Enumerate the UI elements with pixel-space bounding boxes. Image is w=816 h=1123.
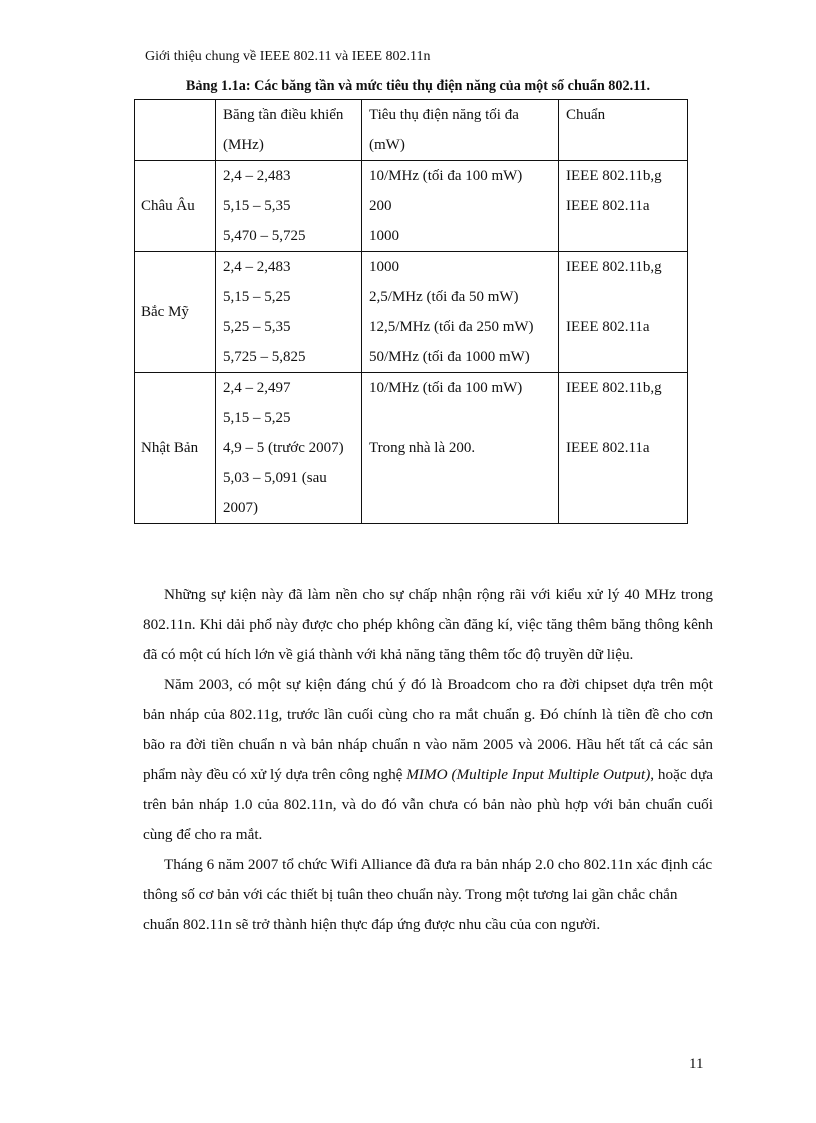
header-text: Chuẩn: [566, 107, 606, 123]
power-cell: [362, 252, 559, 373]
power-value: Trong nhà là 200.: [369, 440, 476, 456]
power-value: 50/MHz (tối đa 1000 mW): [369, 349, 530, 365]
paragraph-italic-term: MIMO (Multiple Input Multiple Output): [406, 766, 651, 783]
table-header-row: [135, 100, 688, 161]
power-value: 200: [369, 198, 392, 214]
standard-value: IEEE 802.11b,g: [566, 168, 662, 184]
paragraph: [143, 670, 713, 850]
header-cell-band: [216, 100, 362, 161]
standard-cell: [559, 161, 688, 252]
page-number: 11: [689, 1056, 704, 1072]
header-text: Tiêu thụ điện năng tối đa: [369, 107, 519, 123]
band-value: 5,03 – 5,091 (sau: [223, 470, 327, 486]
band-value: 2,4 – 2,483: [223, 259, 291, 275]
paragraph-text: Năm 2003, có một sự kiện đáng chú ý đó là Broadcom cho ra đời chipset dựa trên một bản nháp của 802.11g, trước lần cuối cùng cho ra mắt chuẩn g. Đó chính là tiền đề cho cơn bão ra đời tiền chuẩn n và bản nháp chuẩn n vào năm 2005 và 2006. Hầu hết tất cả các sản phẩm này đều có xử lý dựa trên công nghệ: [143, 676, 713, 783]
header-cell-power: [362, 100, 559, 161]
body-text: [143, 580, 713, 940]
power-value: 10/MHz (tối đa 100 mW): [369, 168, 523, 184]
power-value: 1000: [369, 259, 399, 275]
bands-cell: [216, 161, 362, 252]
power-value: 2,5/MHz (tối đa 50 mW): [369, 289, 519, 305]
band-value: 5,25 – 5,35: [223, 319, 291, 335]
power-value: [369, 463, 558, 493]
power-cell: [362, 373, 559, 524]
standard-value: IEEE 802.11a: [566, 198, 650, 214]
band-value: 5,725 – 5,825: [223, 349, 306, 365]
table-row-japan: [135, 373, 688, 524]
region-cell: Châu Âu: [135, 161, 216, 252]
standard-value: IEEE 802.11a: [566, 319, 650, 335]
band-value: 5,15 – 5,25: [223, 289, 291, 305]
bands-cell: [216, 252, 362, 373]
standard-value: IEEE 802.11a: [566, 440, 650, 456]
table-caption: Bảng 1.1a: Các băng tần và mức tiêu thụ điện năng của một số chuẩn 802.11.: [185, 78, 651, 94]
power-value: [369, 493, 558, 523]
power-cell: [362, 161, 559, 252]
header-text: Băng tần điều khiển: [223, 107, 344, 123]
table-row-north-america: [135, 252, 688, 373]
band-value: 2,4 – 2,483: [223, 168, 291, 184]
bands-cell: [216, 373, 362, 524]
standard-value: [566, 282, 687, 312]
band-value: 5,15 – 5,25: [223, 410, 291, 426]
header-text: (mW): [369, 137, 405, 153]
band-value: 4,9 – 5 (trước 2007): [223, 440, 344, 456]
frequency-power-table: [134, 99, 688, 524]
power-value: 10/MHz (tối đa 100 mW): [369, 380, 523, 396]
standard-cell: [559, 373, 688, 524]
standard-value: [566, 342, 687, 372]
band-value: 5,15 – 5,35: [223, 198, 291, 214]
standard-value: IEEE 802.11b,g: [566, 259, 662, 275]
running-head: Giới thiệu chung về IEEE 802.11 và IEEE 802.11n: [145, 49, 431, 64]
standard-value: [566, 403, 687, 433]
table-row-europe: [135, 161, 688, 252]
paragraph-text: , hoặc dựa trên bản nháp 1.0 của 802.11n, và do đó vẫn chưa có bản nào phù hợp với bản chuẩn cuối cùng để cho ra mắt.: [143, 766, 713, 843]
standard-cell: [559, 252, 688, 373]
band-value: 2,4 – 2,497: [223, 380, 291, 396]
standard-value: [566, 463, 687, 493]
standard-value: [566, 221, 687, 251]
standard-value: [566, 493, 687, 523]
power-value: 1000: [369, 228, 399, 244]
header-cell-standard: [559, 100, 688, 161]
band-value: 5,470 – 5,725: [223, 228, 306, 244]
standard-value: IEEE 802.11b,g: [566, 380, 662, 396]
power-value: 12,5/MHz (tối đa 250 mW): [369, 319, 534, 335]
region-cell: Bắc Mỹ: [135, 252, 216, 373]
power-value: [369, 403, 558, 433]
region-cell: Nhật Bản: [135, 373, 216, 524]
header-text: (MHz): [223, 137, 264, 153]
header-cell-region: [135, 100, 216, 161]
band-value: 2007): [223, 500, 258, 516]
paragraph: Những sự kiện này đã làm nền cho sự chấp nhận rộng rãi với kiểu xử lý 40 MHz trong 802.11n. Khi dải phổ này được cho phép không cần đăng kí, việc tăng thêm băng thông kênh đã có một cú hích lớn về giá thành với khả năng tăng thêm tốc độ truyền dữ liệu.: [143, 586, 713, 663]
paragraph: Tháng 6 năm 2007 tổ chức Wifi Alliance đã đưa ra bản nháp 2.0 cho 802.11n xác định các thông số cơ bản với các thiết bị tuân theo chuẩn này. Trong một tương lai gần chắc chắn chuẩn 802.11n sẽ trở thành hiện thực đáp ứng được nhu cầu của con người.: [143, 856, 713, 933]
